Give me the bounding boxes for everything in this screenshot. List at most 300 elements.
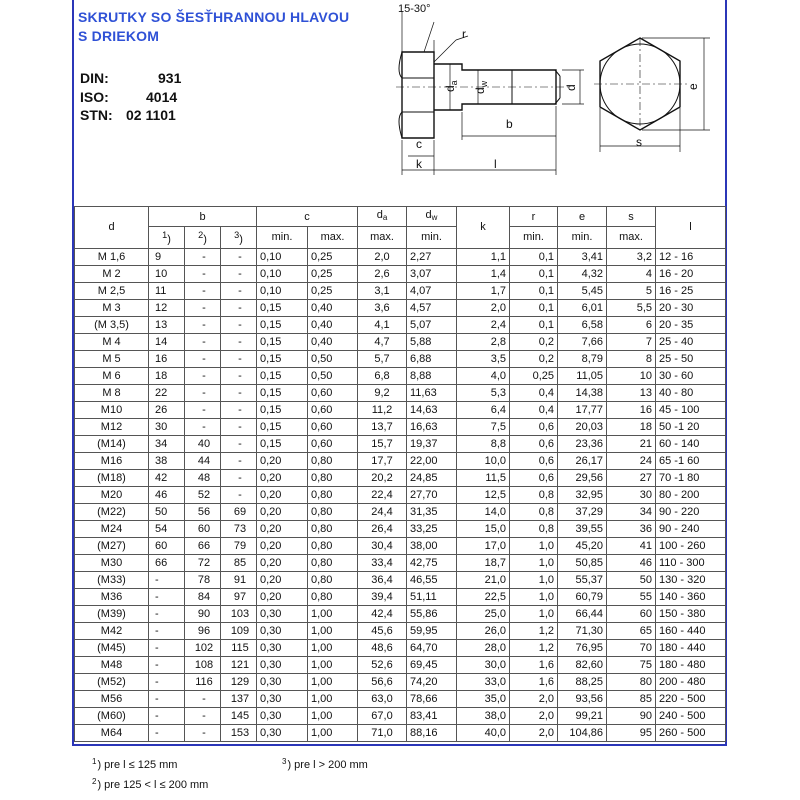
cell-c-min: 0,15 [257, 350, 308, 367]
cell-b2: - [185, 401, 221, 418]
cell-r-min: 0,6 [510, 452, 558, 469]
cell-b1: - [149, 588, 185, 605]
cell-s-max: 21 [607, 435, 656, 452]
table-row [75, 588, 726, 605]
cell-b2: - [185, 299, 221, 316]
cell-dw-min: 31,35 [407, 503, 457, 520]
table-row [75, 537, 726, 554]
cell-s-max: 16 [607, 401, 656, 418]
cell-l: 60 - 140 [656, 435, 726, 452]
cell-b3: - [221, 469, 257, 486]
cell-b1: 14 [149, 333, 185, 350]
cell-b2: 52 [185, 486, 221, 503]
cell-d: (M52) [75, 673, 149, 690]
cell-r-min: 0,1 [510, 282, 558, 299]
cell-b3: - [221, 486, 257, 503]
cell-r-min: 0,6 [510, 418, 558, 435]
cell-b1: 12 [149, 299, 185, 316]
standard-value: 4014 [146, 89, 178, 105]
cell-k: 2,0 [457, 299, 510, 316]
table-row [75, 350, 726, 367]
standard-stn [80, 107, 176, 123]
cell-r-min: 1,0 [510, 571, 558, 588]
table-row [75, 486, 726, 503]
cell-c-max: 1,00 [308, 690, 358, 707]
cell-l: 50 -1 20 [656, 418, 726, 435]
table-row [75, 452, 726, 469]
cell-k: 1,7 [457, 282, 510, 299]
cell-c-max: 0,80 [308, 520, 358, 537]
cell-e-min: 20,03 [558, 418, 607, 435]
cell-b2: 60 [185, 520, 221, 537]
col-d: d [75, 207, 149, 249]
angle-label: 15-30° [398, 3, 431, 15]
cell-da-max: 3,1 [358, 282, 407, 299]
cell-k: 14,0 [457, 503, 510, 520]
cell-d: M56 [75, 690, 149, 707]
cell-k: 2,8 [457, 333, 510, 350]
table-row [75, 690, 726, 707]
cell-b2: 108 [185, 656, 221, 673]
cell-c-min: 0,15 [257, 384, 308, 401]
cell-dw-min: 8,88 [407, 367, 457, 384]
cell-d: M48 [75, 656, 149, 673]
cell-c-min: 0,15 [257, 367, 308, 384]
table-row [75, 248, 726, 265]
cell-c-min: 0,10 [257, 265, 308, 282]
cell-c-min: 0,30 [257, 622, 308, 639]
cell-k: 12,5 [457, 486, 510, 503]
cell-dw-min: 5,07 [407, 316, 457, 333]
cell-s-max: 80 [607, 673, 656, 690]
table-row [75, 299, 726, 316]
cell-c-max: 1,00 [308, 605, 358, 622]
cell-dw-min: 14,63 [407, 401, 457, 418]
cell-b2: - [185, 690, 221, 707]
cell-b1: 66 [149, 554, 185, 571]
cell-da-max: 48,6 [358, 639, 407, 656]
cell-dw-min: 42,75 [407, 554, 457, 571]
cell-c-max: 0,60 [308, 418, 358, 435]
cell-b3: 103 [221, 605, 257, 622]
cell-r-min: 2,0 [510, 724, 558, 741]
cell-e-min: 17,77 [558, 401, 607, 418]
footnote-2: $^2$) pre 125 < l ≤ 200 mm [92, 777, 209, 791]
cell-b3: 153 [221, 724, 257, 741]
cell-d: M36 [75, 588, 149, 605]
cell-k: 35,0 [457, 690, 510, 707]
cell-e-min: 82,60 [558, 656, 607, 673]
c-label: c [416, 137, 422, 151]
cell-l: 260 - 500 [656, 724, 726, 741]
cell-b3: - [221, 265, 257, 282]
cell-d: (M27) [75, 537, 149, 554]
table-row [75, 656, 726, 673]
cell-e-min: 29,56 [558, 469, 607, 486]
cell-b1: 38 [149, 452, 185, 469]
cell-r-min: 1,0 [510, 588, 558, 605]
cell-r-min: 0,8 [510, 503, 558, 520]
cell-s-max: 36 [607, 520, 656, 537]
cell-dw-min: 24,85 [407, 469, 457, 486]
dw-label: $d_w$ [473, 80, 489, 94]
cell-c-max: 0,80 [308, 503, 358, 520]
cell-c-max: 0,50 [308, 350, 358, 367]
cell-d: (M22) [75, 503, 149, 520]
cell-da-max: 24,4 [358, 503, 407, 520]
cell-s-max: 4 [607, 265, 656, 282]
standard-label: STN: [80, 107, 113, 123]
cell-e-min: 23,36 [558, 435, 607, 452]
cell-e-min: 50,85 [558, 554, 607, 571]
cell-l: 90 - 220 [656, 503, 726, 520]
cell-d: M16 [75, 452, 149, 469]
cell-dw-min: 59,95 [407, 622, 457, 639]
cell-c-min: 0,15 [257, 333, 308, 350]
cell-e-min: 60,79 [558, 588, 607, 605]
cell-s-max: 46 [607, 554, 656, 571]
table-row [75, 673, 726, 690]
bolt-head-side [402, 52, 434, 138]
col-s: s [607, 207, 656, 227]
table-row [75, 469, 726, 486]
cell-c-max: 0,80 [308, 537, 358, 554]
col-r-min: min. [510, 227, 558, 249]
cell-b3: - [221, 384, 257, 401]
cell-b2: - [185, 350, 221, 367]
cell-b1: 13 [149, 316, 185, 333]
table-row [75, 418, 726, 435]
cell-r-min: 1,0 [510, 537, 558, 554]
cell-dw-min: 74,20 [407, 673, 457, 690]
cell-l: 80 - 200 [656, 486, 726, 503]
cell-s-max: 65 [607, 622, 656, 639]
cell-e-min: 6,58 [558, 316, 607, 333]
cell-s-max: 55 [607, 588, 656, 605]
cell-c-min: 0,10 [257, 248, 308, 265]
cell-c-min: 0,20 [257, 537, 308, 554]
table-row [75, 605, 726, 622]
cell-d: M24 [75, 520, 149, 537]
table-row [75, 367, 726, 384]
cell-s-max: 34 [607, 503, 656, 520]
cell-e-min: 6,01 [558, 299, 607, 316]
cell-b2: - [185, 265, 221, 282]
cell-c-max: 1,00 [308, 707, 358, 724]
cell-dw-min: 11,63 [407, 384, 457, 401]
cell-b2: 66 [185, 537, 221, 554]
cell-c-min: 0,20 [257, 486, 308, 503]
cell-b1: - [149, 571, 185, 588]
cell-b2: 56 [185, 503, 221, 520]
cell-e-min: 5,45 [558, 282, 607, 299]
cell-b1: - [149, 707, 185, 724]
cell-dw-min: 64,70 [407, 639, 457, 656]
cell-s-max: 41 [607, 537, 656, 554]
cell-e-min: 3,41 [558, 248, 607, 265]
cell-e-min: 37,29 [558, 503, 607, 520]
standard-value: 02 1101 [126, 107, 176, 123]
cell-b2: 96 [185, 622, 221, 639]
cell-d: (M 3,5) [75, 316, 149, 333]
cell-r-min: 0,2 [510, 333, 558, 350]
cell-b3: - [221, 367, 257, 384]
cell-e-min: 55,37 [558, 571, 607, 588]
cell-s-max: 5,5 [607, 299, 656, 316]
cell-b1: - [149, 724, 185, 741]
cell-c-min: 0,15 [257, 435, 308, 452]
cell-b3: 115 [221, 639, 257, 656]
cell-da-max: 2,0 [358, 248, 407, 265]
cell-k: 3,5 [457, 350, 510, 367]
table-row [75, 554, 726, 571]
cell-c-max: 0,80 [308, 486, 358, 503]
cell-c-max: 0,25 [308, 248, 358, 265]
cell-dw-min: 4,07 [407, 282, 457, 299]
da-label: $d_a$ [443, 80, 459, 92]
cell-b3: - [221, 316, 257, 333]
cell-d: (M33) [75, 571, 149, 588]
cell-e-min: 14,38 [558, 384, 607, 401]
cell-b1: - [149, 639, 185, 656]
cell-da-max: 3,6 [358, 299, 407, 316]
cell-c-max: 1,00 [308, 656, 358, 673]
cell-l: 180 - 440 [656, 639, 726, 656]
table-header-row [75, 207, 726, 227]
cell-da-max: 56,6 [358, 673, 407, 690]
cell-dw-min: 2,27 [407, 248, 457, 265]
cell-b3: - [221, 282, 257, 299]
table-row [75, 571, 726, 588]
title-line-2: S DRIEKOM [78, 28, 160, 44]
cell-b3: 145 [221, 707, 257, 724]
footnote-1: $^1$) pre l ≤ 125 mm [92, 757, 178, 771]
table-row [75, 333, 726, 350]
cell-s-max: 24 [607, 452, 656, 469]
cell-b3: 91 [221, 571, 257, 588]
cell-r-min: 1,0 [510, 554, 558, 571]
col-k: k [457, 207, 510, 249]
cell-d: (M60) [75, 707, 149, 724]
col-b-fn3: $^3$) [221, 227, 257, 249]
cell-da-max: 5,7 [358, 350, 407, 367]
cell-l: 220 - 500 [656, 690, 726, 707]
cell-d: M12 [75, 418, 149, 435]
cell-d: M 3 [75, 299, 149, 316]
cell-l: 200 - 480 [656, 673, 726, 690]
cell-r-min: 2,0 [510, 690, 558, 707]
cell-k: 2,4 [457, 316, 510, 333]
table-row [75, 265, 726, 282]
cell-s-max: 30 [607, 486, 656, 503]
standard-label: DIN: [80, 70, 109, 86]
cell-da-max: 6,8 [358, 367, 407, 384]
cell-c-min: 0,20 [257, 469, 308, 486]
cell-dw-min: 38,00 [407, 537, 457, 554]
table-row [75, 435, 726, 452]
col-c-min: min. [257, 227, 308, 249]
cell-k: 22,5 [457, 588, 510, 605]
cell-d: M 8 [75, 384, 149, 401]
cell-s-max: 8 [607, 350, 656, 367]
table-row [75, 401, 726, 418]
cell-k: 25,0 [457, 605, 510, 622]
cell-k: 17,0 [457, 537, 510, 554]
cell-k: 38,0 [457, 707, 510, 724]
cell-dw-min: 22,00 [407, 452, 457, 469]
cell-c-max: 1,00 [308, 622, 358, 639]
cell-dw-min: 83,41 [407, 707, 457, 724]
cell-k: 15,0 [457, 520, 510, 537]
cell-b1: 16 [149, 350, 185, 367]
cell-b2: - [185, 282, 221, 299]
cell-e-min: 76,95 [558, 639, 607, 656]
cell-da-max: 71,0 [358, 724, 407, 741]
cell-b1: 34 [149, 435, 185, 452]
cell-b2: 72 [185, 554, 221, 571]
cell-d: M20 [75, 486, 149, 503]
cell-b3: 85 [221, 554, 257, 571]
cell-c-max: 0,40 [308, 316, 358, 333]
cell-r-min: 0,4 [510, 384, 558, 401]
cell-s-max: 7 [607, 333, 656, 350]
cell-dw-min: 69,45 [407, 656, 457, 673]
cell-d: M 2 [75, 265, 149, 282]
col-l: l [656, 207, 726, 249]
cell-k: 7,5 [457, 418, 510, 435]
cell-dw-min: 46,55 [407, 571, 457, 588]
cell-d: M 5 [75, 350, 149, 367]
col-r: r [510, 207, 558, 227]
cell-c-min: 0,30 [257, 656, 308, 673]
cell-c-max: 0,80 [308, 469, 358, 486]
cell-da-max: 13,7 [358, 418, 407, 435]
cell-s-max: 18 [607, 418, 656, 435]
cell-b2: - [185, 724, 221, 741]
col-b-fn1: $^1$) [149, 227, 185, 249]
table-row [75, 622, 726, 639]
cell-c-max: 0,60 [308, 435, 358, 452]
cell-b2: - [185, 248, 221, 265]
cell-l: 30 - 60 [656, 367, 726, 384]
cell-b3: - [221, 299, 257, 316]
cell-e-min: 11,05 [558, 367, 607, 384]
cell-c-max: 0,80 [308, 554, 358, 571]
cell-dw-min: 27,70 [407, 486, 457, 503]
cell-da-max: 67,0 [358, 707, 407, 724]
cell-c-min: 0,30 [257, 707, 308, 724]
cell-s-max: 60 [607, 605, 656, 622]
bolt-technical-drawing [380, 0, 726, 205]
cell-da-max: 4,1 [358, 316, 407, 333]
cell-r-min: 0,8 [510, 486, 558, 503]
cell-b3: - [221, 333, 257, 350]
cell-dw-min: 16,63 [407, 418, 457, 435]
cell-da-max: 45,6 [358, 622, 407, 639]
cell-d: M 6 [75, 367, 149, 384]
cell-da-max: 11,2 [358, 401, 407, 418]
col-e-min: min. [558, 227, 607, 249]
cell-r-min: 1,2 [510, 622, 558, 639]
cell-k: 4,0 [457, 367, 510, 384]
cell-d: M42 [75, 622, 149, 639]
cell-b3: - [221, 350, 257, 367]
col-dw: $d_w$ [407, 207, 457, 227]
cell-b1: - [149, 605, 185, 622]
cell-e-min: 7,66 [558, 333, 607, 350]
standard-label: ISO: [80, 89, 109, 105]
cell-c-min: 0,15 [257, 299, 308, 316]
col-da: $d_a$ [358, 207, 407, 227]
cell-da-max: 15,7 [358, 435, 407, 452]
cell-l: 12 - 16 [656, 248, 726, 265]
cell-b2: - [185, 367, 221, 384]
cell-da-max: 20,2 [358, 469, 407, 486]
table-row [75, 316, 726, 333]
cell-c-max: 0,25 [308, 265, 358, 282]
cell-s-max: 50 [607, 571, 656, 588]
cell-l: 240 - 500 [656, 707, 726, 724]
cell-s-max: 95 [607, 724, 656, 741]
cell-b2: 48 [185, 469, 221, 486]
cell-d: (M14) [75, 435, 149, 452]
cell-l: 110 - 300 [656, 554, 726, 571]
cell-c-max: 1,00 [308, 724, 358, 741]
cell-b2: - [185, 333, 221, 350]
cell-da-max: 4,7 [358, 333, 407, 350]
cell-c-min: 0,15 [257, 418, 308, 435]
cell-da-max: 39,4 [358, 588, 407, 605]
cell-s-max: 3,2 [607, 248, 656, 265]
cell-c-min: 0,30 [257, 724, 308, 741]
cell-b1: 11 [149, 282, 185, 299]
cell-c-max: 0,80 [308, 588, 358, 605]
cell-r-min: 0,8 [510, 520, 558, 537]
cell-d: (M45) [75, 639, 149, 656]
cell-r-min: 1,0 [510, 605, 558, 622]
cell-b2: 116 [185, 673, 221, 690]
standard-value: 931 [158, 70, 182, 86]
cell-da-max: 30,4 [358, 537, 407, 554]
cell-c-min: 0,20 [257, 452, 308, 469]
cell-b3: 73 [221, 520, 257, 537]
cell-dw-min: 51,11 [407, 588, 457, 605]
cell-d: M30 [75, 554, 149, 571]
cell-c-min: 0,20 [257, 571, 308, 588]
cell-da-max: 26,4 [358, 520, 407, 537]
cell-e-min: 26,17 [558, 452, 607, 469]
cell-b3: 79 [221, 537, 257, 554]
page-title [78, 8, 349, 46]
cell-b2: 44 [185, 452, 221, 469]
cell-e-min: 39,55 [558, 520, 607, 537]
cell-l: 25 - 50 [656, 350, 726, 367]
table-row [75, 724, 726, 741]
cell-l: 20 - 35 [656, 316, 726, 333]
col-c-max: max. [308, 227, 358, 249]
r-label: r [462, 27, 466, 41]
cell-d: M64 [75, 724, 149, 741]
footnote-3: $^3$) pre l > 200 mm [282, 757, 368, 771]
cell-b2: - [185, 707, 221, 724]
cell-c-min: 0,30 [257, 673, 308, 690]
cell-b1: 60 [149, 537, 185, 554]
cell-dw-min: 33,25 [407, 520, 457, 537]
standard-iso [80, 89, 178, 105]
cell-b3: 121 [221, 656, 257, 673]
cell-l: 140 - 360 [656, 588, 726, 605]
cell-r-min: 0,6 [510, 469, 558, 486]
